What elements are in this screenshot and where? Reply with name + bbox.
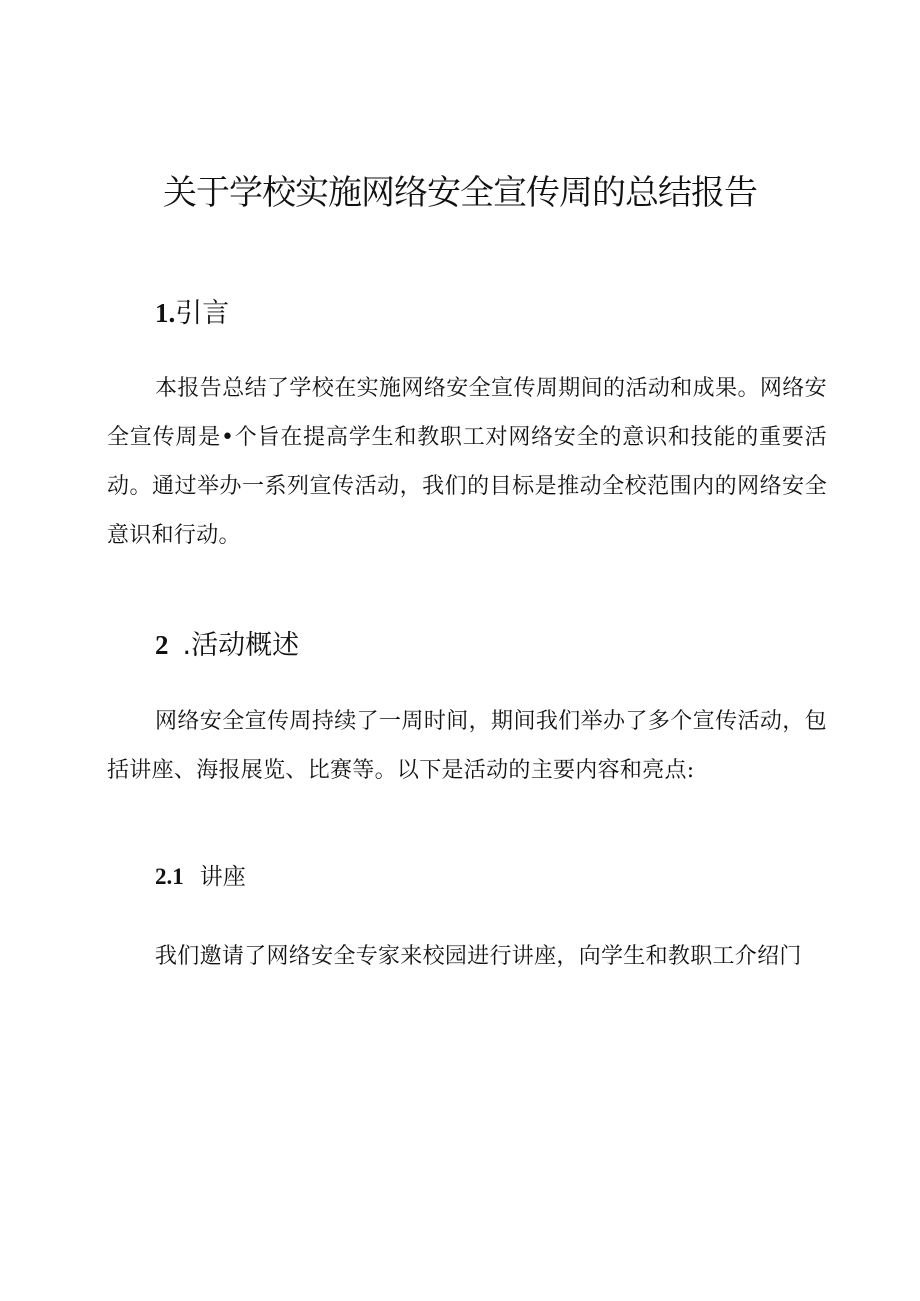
section-2-1-title: 讲座	[199, 864, 246, 890]
section-1-paragraph: 本报告总结了学校在实施网络安全宣传周期间的活动和成果。网络安全宣传周是•个旨在提高学生和教职工对网络安全的意识和技能的重要活动。通过举办一系列宣传活动，我们的目标是推动全校范围内的网络安全意识和行动。	[107, 376, 827, 548]
section-1-title: 引言	[175, 298, 230, 329]
section-2-1-paragraph: 我们邀请了网络安全专家来校园进行讲座，向学生和教职工介绍门	[155, 944, 802, 969]
section-1-number: 1.	[155, 298, 176, 328]
document-title: 关于学校实施网络安全宣传周的总结报告	[163, 173, 757, 213]
section-2-paragraph: 网络安全宣传周持续了一周时间，期间我们举办了多个宣传活动，包括讲座、海报展览、比赛等。以下是活动的主要内容和亮点:	[107, 709, 827, 783]
section-2-1-heading	[155, 862, 246, 892]
section-2-number: 2	[155, 630, 169, 660]
section-2-heading	[155, 627, 299, 664]
section-2-1-number: 2.1	[155, 864, 184, 889]
section-1-heading	[155, 295, 229, 332]
section-2-title: .活动概述	[182, 630, 300, 661]
